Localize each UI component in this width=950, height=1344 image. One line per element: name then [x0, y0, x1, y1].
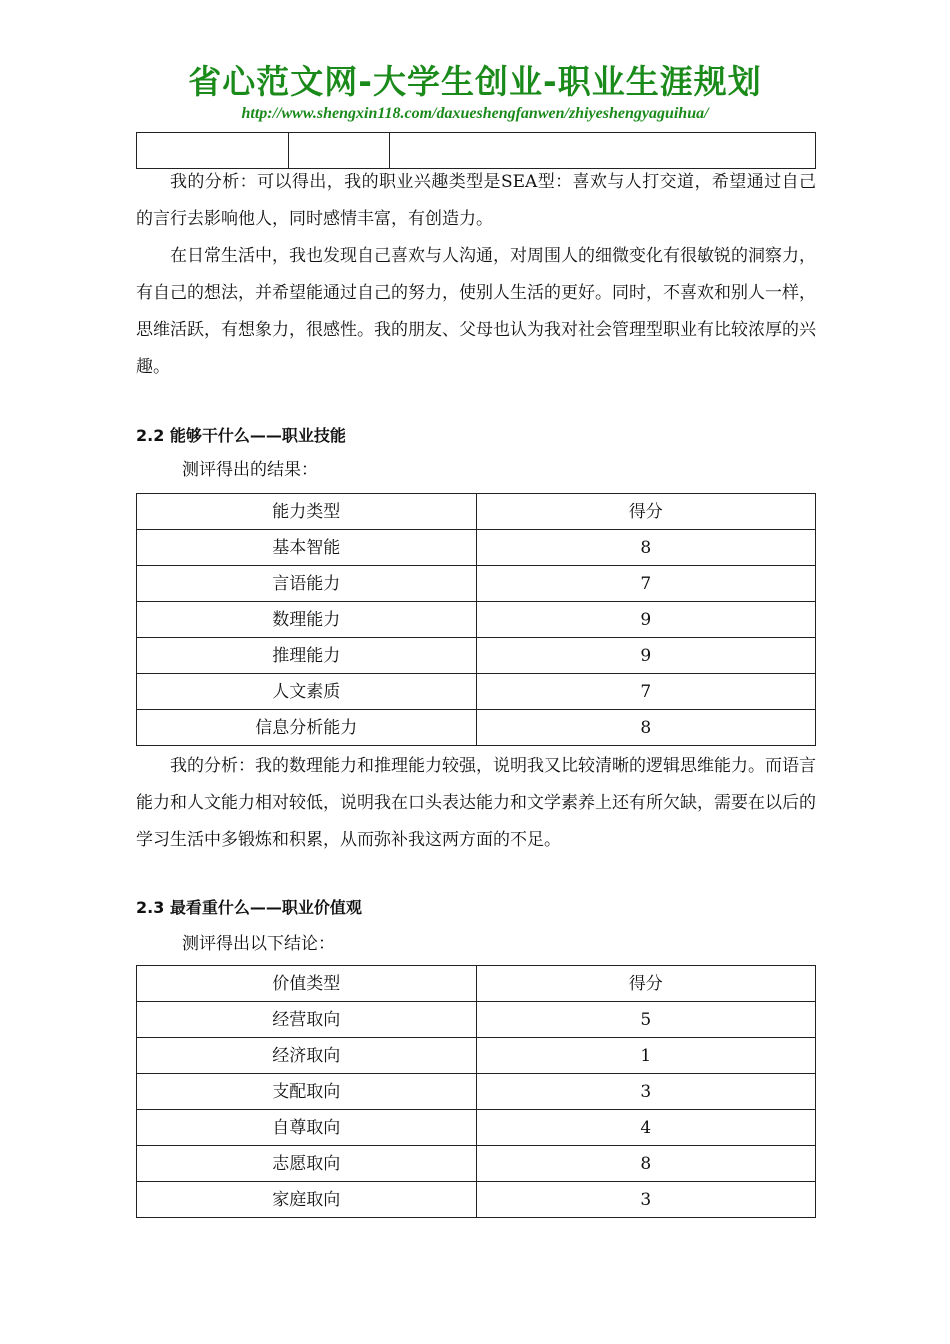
- skills-analysis-paragraph: 我的分析：我的数理能力和推理能力较强，说明我又比较清晰的逻辑思维能力。而语言能力和人文能力相对较低，说明我在口头表达能力和文学素养上还有所欠缺，需要在以后的学习生活中多锻炼和积累，从而弥补我这两方面的不足。: [136, 756, 816, 850]
- site-title: 省心范文网-大学生创业-职业生涯规划: [188, 62, 762, 101]
- table-cell: 志愿取向: [137, 1146, 477, 1182]
- table-cell: 8: [476, 710, 816, 746]
- table-row: [137, 566, 816, 602]
- table-row: [137, 1110, 816, 1146]
- table-row: [137, 674, 816, 710]
- table-header-row: [137, 494, 816, 530]
- section-heading: 2.3 最看重什么——职业价值观: [136, 898, 362, 917]
- table-cell: 基本智能: [137, 530, 477, 566]
- daily-life-paragraph: 在日常生活中，我也发现自己喜欢与人沟通，对周围人的细微变化有很敏锐的洞察力，有自己的想法，并希望能通过自己的努力，使别人生活的更好。同时，不喜欢和别人一样，思维活跃，有想象力，很感性。我的朋友、父母也认为我对社会管理型职业有比较浓厚的兴趣。: [136, 246, 816, 377]
- interest-analysis-paragraph: 我的分析：可以得出，我的职业兴趣类型是SEA型：喜欢与人打交道，希望通过自己的言行去影响他人，同时感情丰富，有创造力。: [136, 172, 816, 229]
- section-intro: 测评得出的结果：: [182, 460, 318, 480]
- table-cell: 数理能力: [137, 602, 477, 638]
- table-cell: 8: [476, 530, 816, 566]
- table-header-cell: 得分: [476, 494, 816, 530]
- table-cell: 支配取向: [137, 1074, 477, 1110]
- table-cell: 信息分析能力: [137, 710, 477, 746]
- table-row: [137, 710, 816, 746]
- table-cell: 人文素质: [137, 674, 477, 710]
- table-cell: 自尊取向: [137, 1110, 477, 1146]
- skills-intro: [136, 458, 816, 482]
- table-row: [137, 1074, 816, 1110]
- table-header-cell: 得分: [476, 966, 816, 1002]
- table-cell: 家庭取向: [137, 1182, 477, 1218]
- table-cell: 言语能力: [137, 566, 477, 602]
- values-table: [136, 965, 816, 1218]
- skills-analysis: [136, 748, 816, 859]
- table-header-cell: 能力类型: [137, 494, 477, 530]
- skills-section: [136, 426, 816, 446]
- table-cell: 4: [476, 1110, 816, 1146]
- interest-analysis: [136, 164, 816, 386]
- section-intro: 测评得出以下结论：: [182, 934, 335, 954]
- table-row: [137, 1038, 816, 1074]
- values-section: [136, 898, 816, 918]
- section-heading: 2.2 能够干什么——职业技能: [136, 426, 346, 445]
- table-header-row: [137, 966, 816, 1002]
- table-row: [137, 1002, 816, 1038]
- table-cell: 7: [476, 566, 816, 602]
- table-cell: 8: [476, 1146, 816, 1182]
- table-row: [137, 1182, 816, 1218]
- page-header: [0, 62, 950, 124]
- table-cell: 经济取向: [137, 1038, 477, 1074]
- table-row: [137, 638, 816, 674]
- table-cell: 3: [476, 1182, 816, 1218]
- table-cell: 3: [476, 1074, 816, 1110]
- table-row: [137, 1146, 816, 1182]
- table-cell: 1: [476, 1038, 816, 1074]
- table-cell: 经营取向: [137, 1002, 477, 1038]
- table-cell: 9: [476, 602, 816, 638]
- table-header-cell: 价值类型: [137, 966, 477, 1002]
- table-row: [137, 530, 816, 566]
- table-cell: 推理能力: [137, 638, 477, 674]
- values-table-wrap: [136, 965, 816, 1218]
- skills-table: [136, 493, 816, 746]
- skills-table-wrap: [136, 493, 816, 746]
- table-cell: 7: [476, 674, 816, 710]
- table-cell: 9: [476, 638, 816, 674]
- table-cell: 5: [476, 1002, 816, 1038]
- site-url[interactable]: http://www.shengxin118.com/daxueshengfanwen/zhiyeshengyaguihua/: [241, 105, 709, 122]
- table-row: [137, 602, 816, 638]
- values-intro: [136, 932, 816, 956]
